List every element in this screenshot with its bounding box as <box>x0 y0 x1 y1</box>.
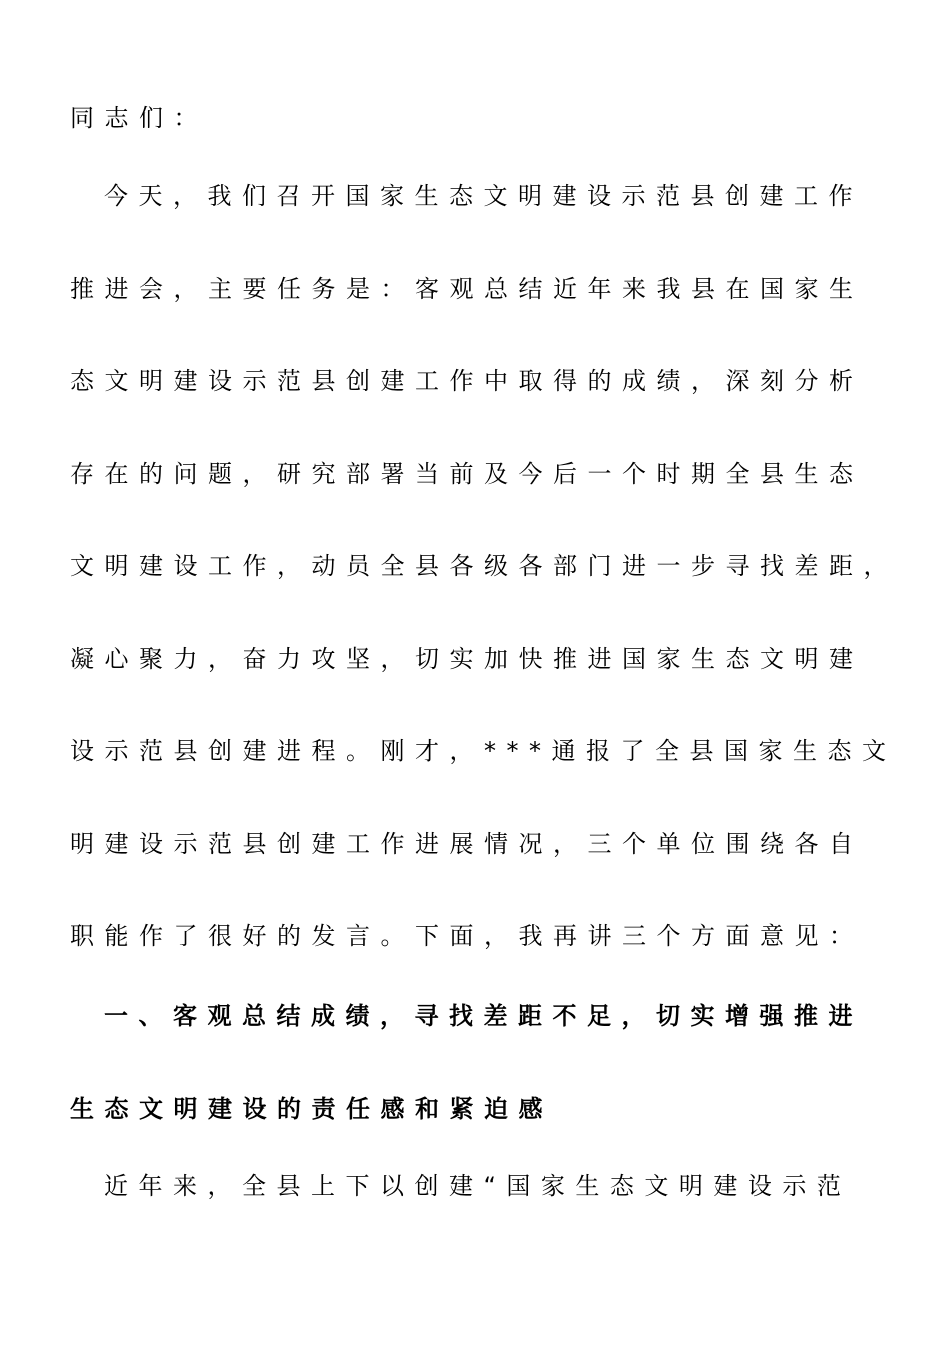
section-heading-line: 生态文明建设的责任感和紧迫感 <box>70 1095 553 1123</box>
paragraph-line: 近年来，全县上下以创建“国家生态文明建设示范 <box>104 1172 852 1200</box>
salutation: 同志们： <box>70 104 208 132</box>
paragraph-line: 设示范县创建进程。刚才，***通报了全县国家生态文 <box>70 737 897 765</box>
paragraph-line: 态文明建设示范县创建工作中取得的成绩，深刻分析 <box>70 367 864 395</box>
paragraph-line: 今天，我们召开国家生态文明建设示范县创建工作 <box>104 182 863 210</box>
paragraph-line: 文明建设工作，动员全县各级各部门进一步寻找差距， <box>70 552 898 580</box>
paragraph-line: 凝心聚力，奋力攻坚，切实加快推进国家生态文明建 <box>70 645 864 673</box>
paragraph-line: 推进会，主要任务是：客观总结近年来我县在国家生 <box>70 275 864 303</box>
paragraph-line: 职能作了很好的发言。下面，我再讲三个方面意见： <box>70 922 864 950</box>
paragraph-line: 明建设示范县创建工作进展情况，三个单位围绕各自 <box>70 830 864 858</box>
paragraph-line: 存在的问题，研究部署当前及今后一个时期全县生态 <box>70 460 864 488</box>
section-heading-line: 一、客观总结成绩，寻找差距不足，切实增强推进 <box>104 1002 863 1030</box>
